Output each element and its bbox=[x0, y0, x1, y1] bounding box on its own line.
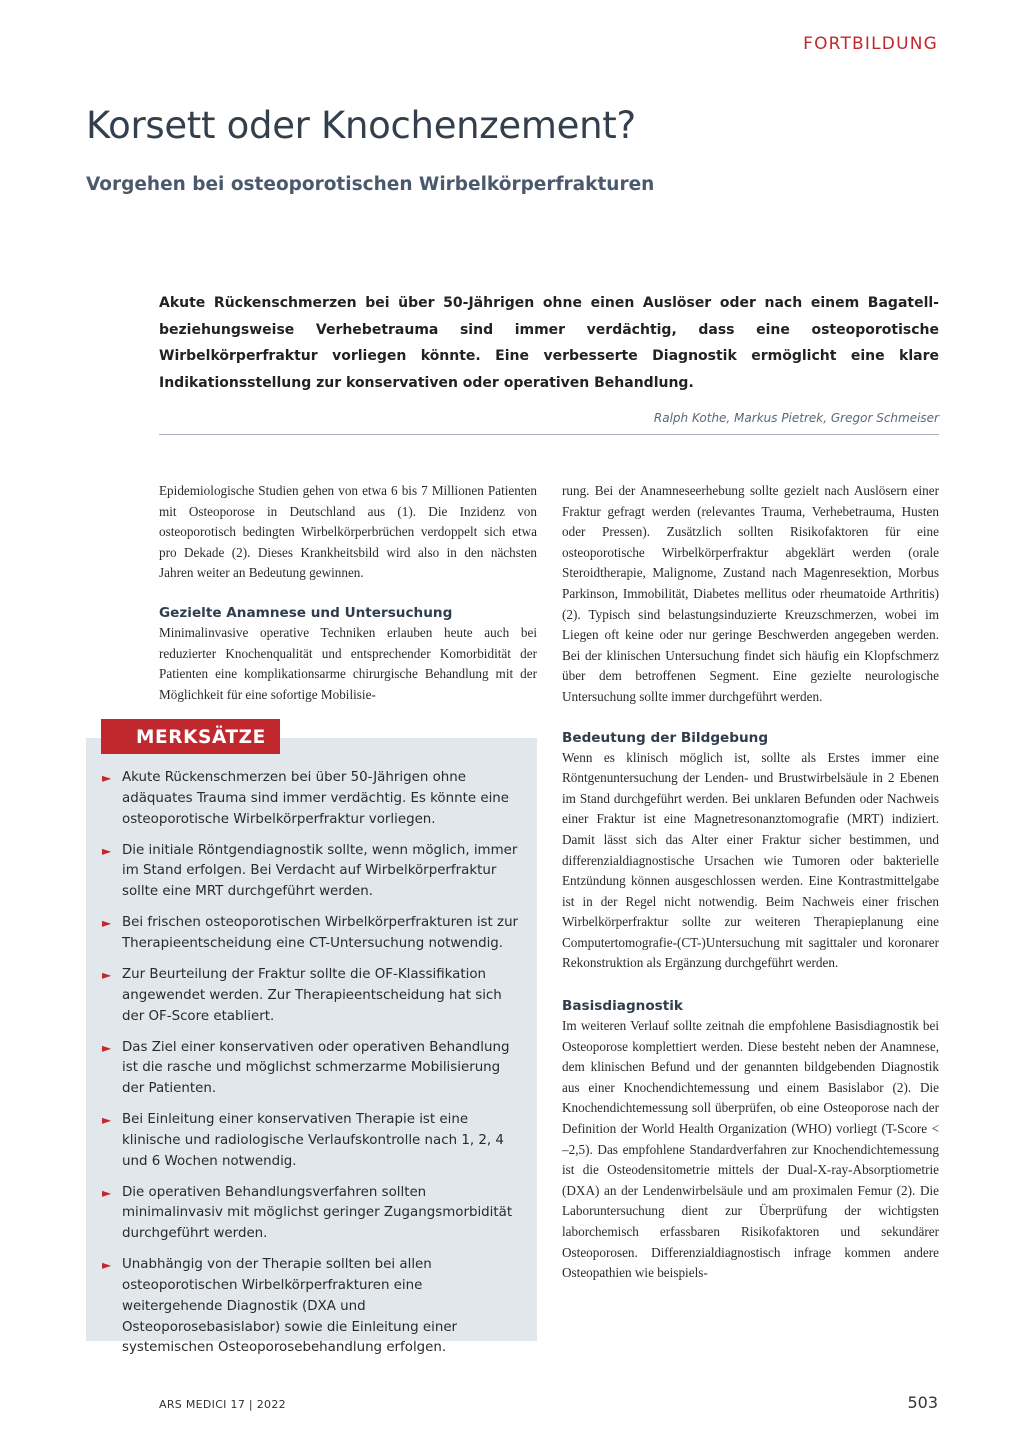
continuation-paragraph: rung. Bei der Anamneseerhebung sollte gezielt nach Auslösern einer Fraktur gefragt werden (relevantes Trauma, Verhebetrauma, Husten oder Pressen). Zusätzlich sollten Risikofaktoren für eine osteoporotische Wirbelkörperfraktur abgeklärt werden (orale Steroidtherapie, Malignome, Zustand nach Magenresektion, Morbus Parkinson, Immobilität, Diabetes mellitus oder rheumatoide Arthritis) (2). Typisch sind belastungsinduzierte Kreuzschmerzen, wobei im Liegen oft keine oder nur geringe Beschwerden angegeben werden. Bei der klinischen Untersuchung findet sich häufig ein Klopfschmerz über dem betroffenen Segment. Eine gezielte neurologische Untersuchung sollte immer durchgeführt werden. bbox=[562, 483, 939, 704]
heading-anamnese: Gezielte Anamnese und Untersuchung bbox=[159, 604, 453, 621]
article-authors: Ralph Kothe, Markus Pietrek, Gregor Schmeiser bbox=[653, 411, 939, 425]
merksatz-item bbox=[102, 1110, 526, 1172]
merksatz-text: Akute Rückenschmerzen bei über 50-Jährigen ohne adäquates Trauma sind immer verdächtig. Es könnte eine osteoporotische Wirbelkörperfraktur vorliegen. bbox=[122, 770, 510, 827]
section-label: FORTBILDUNG bbox=[803, 34, 938, 54]
merksaetze-list bbox=[102, 768, 526, 1369]
heading-bildgebung: Bedeutung der Bildgebung bbox=[562, 729, 769, 746]
merksaetze-label: MERKSÄTZE bbox=[101, 719, 280, 754]
merksatz-item bbox=[102, 965, 526, 1027]
triangle-bullet-icon: ► bbox=[102, 1185, 112, 1200]
triangle-bullet-icon: ► bbox=[102, 1040, 112, 1055]
merksatz-text: Die initiale Röntgendiagnostik sollte, wenn möglich, immer im Stand erfolgen. Bei Verdacht auf Wirbelkörperfraktur sollte eine MRT durchgeführt werden. bbox=[122, 842, 518, 900]
merksaetze-box bbox=[86, 727, 537, 1356]
merksatz-item bbox=[102, 1183, 526, 1245]
page-number: 503 bbox=[907, 1393, 938, 1412]
basis-paragraph: Im weiteren Verlauf sollte zeitnah die empfohlene Basisdiagnostik bei Osteoporose komplettiert werden. Diese besteht neben der Anamnese, dem klinischen Befund und der genannten bildgebenden Diagnostik aus einer Knochendichtemessung und einem Basislabor (2). Die Knochendichtemessung soll überprüfen, ob eine Osteoporose nach der Definition der World Health Organization (WHO) vorliegt (T-Score < –2,5). Das empfohlene Standardverfahren zur Knochendichtemessung ist die Osteodensitometrie mittels der Dual-X-ray-Absorptiometrie (DXA) an der Lendenwirbelsäule und am proximalen Femur (2). Die Laboruntersuchung dient zur Überprüfung der wichtigsten laborchemisch erfassbaren Risikofaktoren und sekundärer Osteoporosen. Differenzialdiagnostisch infrage kommen andere Osteopathien wie beispiels- bbox=[562, 1018, 939, 1281]
merksatz-text: Unabhängig von der Therapie sollten bei allen osteoporotischen Wirbelkörperfrakturen eine weitergehende Diagnostik (DXA und Osteoporosebasislabor) sowie die Einleitung einer systemischen Osteoporosebehandlung erfolgen. bbox=[122, 1257, 458, 1356]
left-column bbox=[159, 481, 537, 705]
article-title: Korsett oder Knochenzement? bbox=[86, 104, 636, 147]
bildgebung-paragraph: Wenn es klinisch möglich ist, sollte als Erstes immer eine Röntgenuntersuchung der Lenden- und Brustwirbelsäule in 2 Ebenen im Stand durchgeführt werden. Bei unklaren Befunden oder Nachweis einer Fraktur ist eine Magnetresonanztomografie (MRT) indiziert. Damit lässt sich das Alter einer Fraktur sicher bestimmen, und differenzialdiagnostische Ursachen wie Tumoren oder bakterielle Entzündung können ausgeschlossen werden. Eine Kontrastmittelgabe ist in der Regel nicht notwendig. Beim Nachweis einer frischen Wirbelkörperfraktur sollte zur weiteren Therapieplanung eine Computertomografie-(CT-)Untersuchung mit sagittaler und koronarer Rekonstruktion als Ergänzung durchgeführt werden. bbox=[562, 749, 939, 971]
article-subtitle: Vorgehen bei osteoporotischen Wirbelkörperfrakturen bbox=[86, 174, 655, 195]
anamnese-paragraph: Minimalinvasive operative Techniken erlauben heute auch bei reduzierter Knochenqualität und entsprechender Komorbidität der Patienten eine komplikationsarme chirurgische Behandlung mit der Möglichkeit für eine sofortige Mobilisie- bbox=[159, 624, 537, 702]
divider bbox=[159, 434, 939, 435]
article-lead: Akute Rückenschmerzen bei über 50-Jährigen ohne einen Auslöser oder nach einem Bagatell- beziehungsweise Verhebetrauma sind immer verdächtig, dass eine osteoporotische Wirbelkörperfraktur vorliegen könnte. Eine verbesserte Diagnostik ermöglicht eine klare Indikationsstellung zur konservativen oder operativen Behandlung. bbox=[159, 295, 939, 391]
triangle-bullet-icon: ► bbox=[102, 1258, 112, 1273]
merksatz-text: Das Ziel einer konservativen oder operativen Behandlung ist die rasche und möglichst schmerzarme Mobilisierung der Patienten. bbox=[122, 1039, 510, 1097]
triangle-bullet-icon: ► bbox=[102, 916, 112, 931]
merksatz-text: Bei frischen osteoporotischen Wirbelkörperfrakturen ist zur Therapieentscheidung eine CT-Untersuchung notwendig. bbox=[122, 915, 519, 951]
triangle-bullet-icon: ► bbox=[102, 967, 112, 982]
merksatz-item bbox=[102, 768, 526, 830]
heading-basisdiagnostik: Basisdiagnostik bbox=[562, 998, 683, 1015]
journal-footer: ARS MEDICI 17 | 2022 bbox=[159, 1398, 286, 1411]
right-column bbox=[562, 481, 939, 1284]
merksatz-text: Zur Beurteilung der Fraktur sollte die OF-Klassifikation angewendet werden. Zur Therapieentscheidung hat sich der OF-Score etabliert. bbox=[122, 966, 502, 1024]
merksatz-text: Die operativen Behandlungsverfahren sollten minimalinvasiv mit möglichst geringer Zugangsmorbidität durchgeführt werden. bbox=[122, 1184, 513, 1242]
triangle-bullet-icon: ► bbox=[102, 771, 112, 785]
merksatz-item bbox=[102, 841, 526, 903]
triangle-bullet-icon: ► bbox=[102, 1113, 112, 1128]
intro-paragraph: Epidemiologische Studien gehen von etwa 6 bis 7 Millionen Patienten mit Osteoporose in Deutschland aus (1). Die Inzidenz von osteoporotisch bedingten Wirbelkörperbrüchen verdoppelt sich etwa pro Dekade (2). Dieses Krankheitsbild wird also in den nächsten Jahren weiter an Bedeutung gewinnen. bbox=[159, 483, 537, 581]
triangle-bullet-icon: ► bbox=[102, 843, 112, 858]
merksatz-item bbox=[102, 1255, 526, 1359]
merksatz-text: Bei Einleitung einer konservativen Therapie ist eine klinische und radiologische Verlaufskontrolle nach 1, 2, 4 und 6 Wochen notwendig. bbox=[122, 1112, 504, 1169]
merksatz-item bbox=[102, 913, 526, 955]
merksatz-item bbox=[102, 1038, 526, 1100]
